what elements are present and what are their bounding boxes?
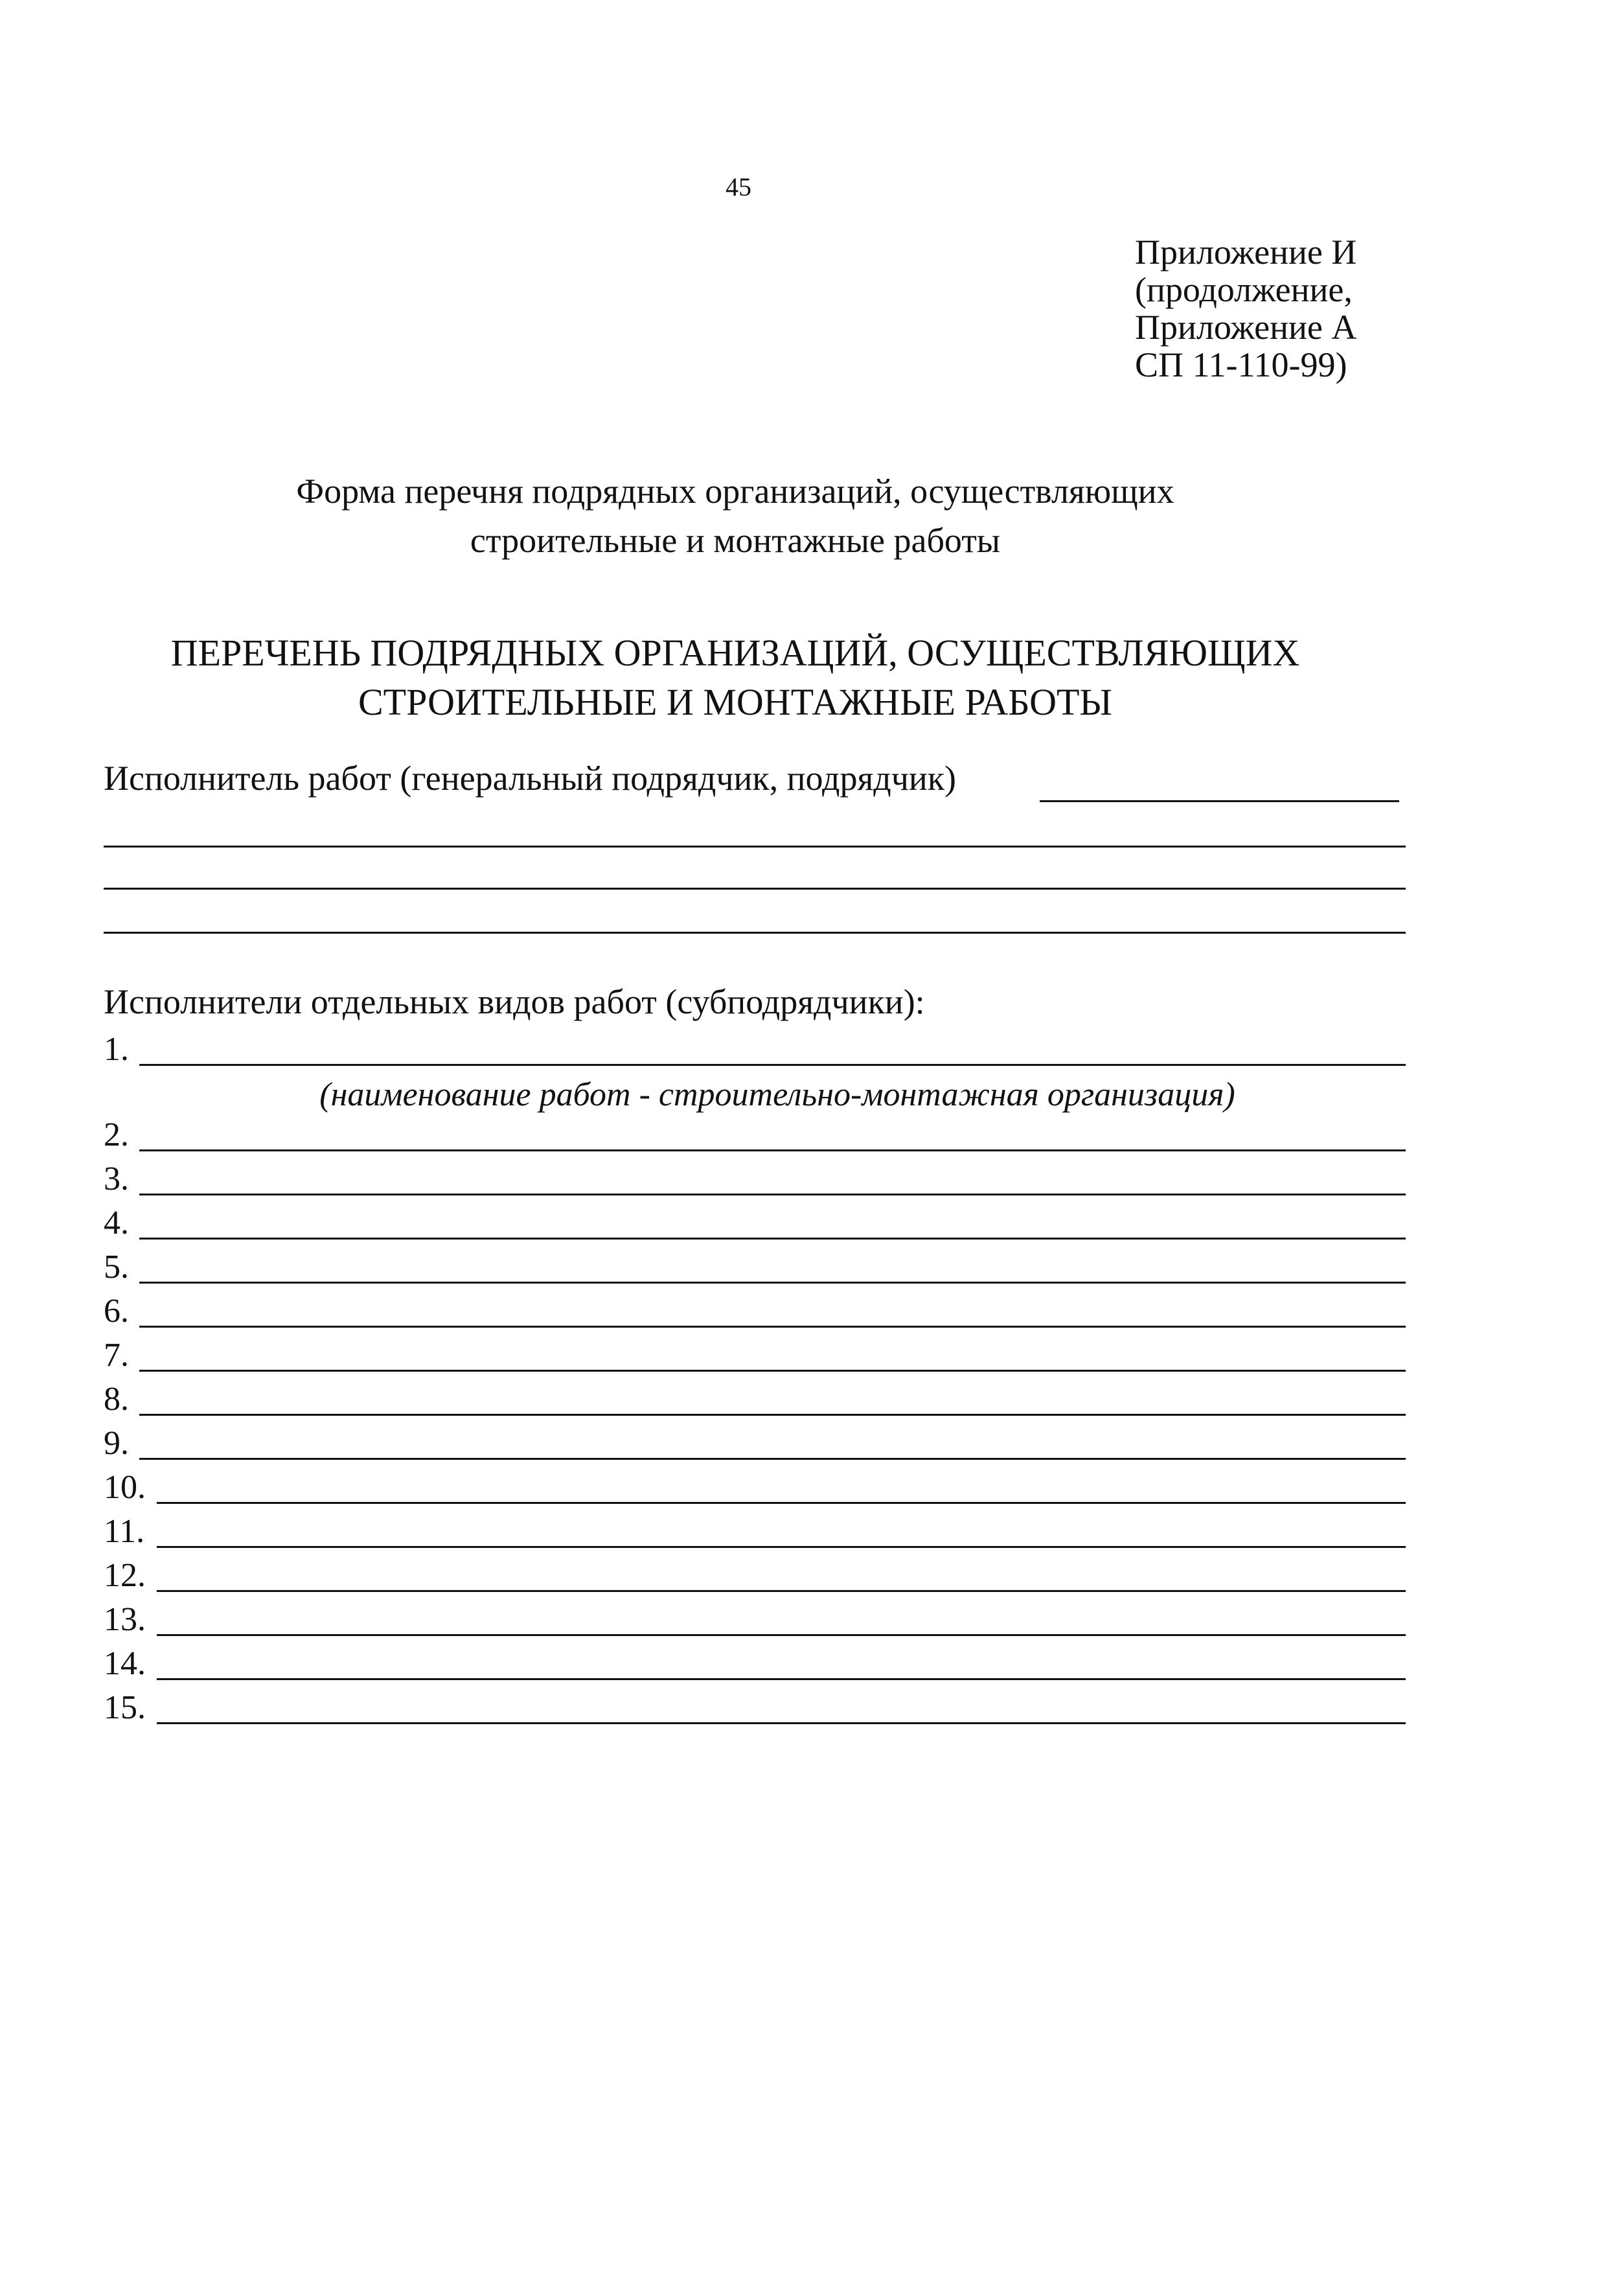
form-caption — [0, 467, 1470, 565]
subcontractor-field[interactable] — [139, 1238, 1406, 1240]
subcontractor-number: 12. — [104, 1557, 146, 1594]
subcontractor-number: 8. — [104, 1381, 129, 1418]
document-title — [0, 629, 1470, 727]
contractor-label: Исполнитель работ (генеральный подрядчик, подрядчик) — [104, 759, 957, 798]
subcontractor-field[interactable] — [157, 1678, 1406, 1680]
subcontractor-field[interactable] — [139, 1194, 1406, 1195]
contractor-field-line[interactable] — [104, 846, 1406, 848]
subcontractor-field[interactable] — [139, 1326, 1406, 1328]
subcontractor-number: 14. — [104, 1645, 146, 1682]
subcontractor-field[interactable] — [157, 1590, 1406, 1592]
subcontractor-number: 15. — [104, 1689, 146, 1726]
subcontractor-field[interactable] — [139, 1458, 1406, 1460]
appendix-line: Приложение А — [1135, 308, 1357, 347]
subcontractor-field[interactable] — [139, 1064, 1406, 1066]
subcontractor-number: 6. — [104, 1293, 129, 1330]
subcontractors-label: Исполнители отдельных видов работ (субподрядчики): — [104, 982, 925, 1021]
subcontractor-number: 5. — [104, 1249, 129, 1286]
subcontractor-field[interactable] — [157, 1722, 1406, 1724]
subcontractor-number: 3. — [104, 1160, 129, 1197]
field-hint: (наименование работ - строительно-монтажная организация) — [319, 1076, 1235, 1113]
title-line: ПЕРЕЧЕНЬ ПОДРЯДНЫХ ОРГАНИЗАЦИЙ, ОСУЩЕСТВЛЯЮЩИХ — [170, 632, 1300, 674]
subcontractor-field[interactable] — [139, 1282, 1406, 1284]
subcontractor-number: 7. — [104, 1337, 129, 1374]
subcontractor-field[interactable] — [139, 1414, 1406, 1416]
contractor-field[interactable] — [1040, 800, 1399, 802]
subcontractor-number: 9. — [104, 1425, 129, 1462]
title-line: СТРОИТЕЛЬНЫЕ И МОНТАЖНЫЕ РАБОТЫ — [358, 681, 1113, 723]
subcontractor-field[interactable] — [157, 1502, 1406, 1504]
subcontractor-number: 13. — [104, 1601, 146, 1638]
subcontractor-number: 10. — [104, 1469, 146, 1506]
subcontractor-field[interactable] — [157, 1546, 1406, 1548]
appendix-line: (продолжение, — [1135, 270, 1353, 309]
appendix-reference — [1135, 233, 1356, 384]
form-caption-line: строительные и монтажные работы — [470, 521, 1001, 560]
contractor-field-line[interactable] — [104, 932, 1406, 934]
subcontractor-field[interactable] — [139, 1149, 1406, 1151]
subcontractor-number: 1. — [104, 1031, 129, 1068]
appendix-line: СП 11-110-99) — [1135, 345, 1347, 384]
subcontractor-field[interactable] — [139, 1370, 1406, 1372]
subcontractor-field[interactable] — [157, 1634, 1406, 1636]
appendix-line: Приложение И — [1135, 233, 1357, 271]
page-number: 45 — [726, 172, 751, 202]
subcontractor-number: 11. — [104, 1513, 145, 1550]
form-caption-line: Форма перечня подрядных организаций, осуществляющих — [296, 472, 1174, 511]
subcontractor-number: 4. — [104, 1205, 129, 1241]
contractor-field-line[interactable] — [104, 888, 1406, 890]
subcontractor-number: 2. — [104, 1116, 129, 1153]
